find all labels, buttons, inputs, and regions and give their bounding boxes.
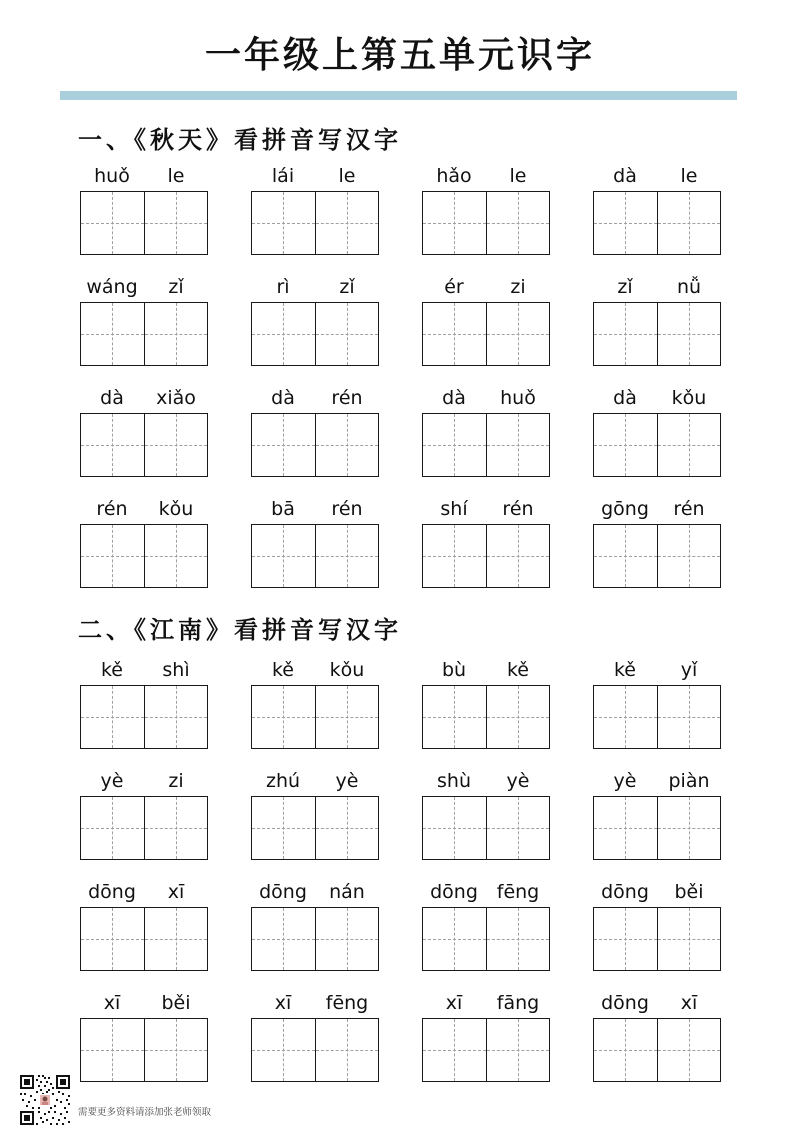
word-item (251, 272, 379, 366)
tianzige-box (657, 414, 721, 476)
tianzige-pair (80, 1018, 208, 1082)
guide-line-horizontal (252, 223, 315, 224)
pinyin-syllable: dà (613, 387, 637, 409)
guide-line-horizontal (145, 717, 208, 718)
pinyin-syllable: le (338, 165, 356, 187)
tianzige-box (594, 686, 657, 748)
tianzige-box (657, 797, 721, 859)
guide-line-horizontal (316, 939, 379, 940)
pinyin-syllable: dà (271, 387, 295, 409)
tianzige-pair (593, 302, 721, 366)
pinyin-syllable: dōng (430, 881, 478, 903)
pinyin-row (251, 161, 379, 191)
pinyin-syllable: yè (613, 770, 637, 792)
pinyin-row (80, 272, 208, 302)
word-item (593, 494, 721, 588)
tianzige-box (144, 525, 208, 587)
word-item (593, 383, 721, 477)
pinyin-row (251, 877, 379, 907)
guide-line-horizontal (658, 223, 721, 224)
guide-line-horizontal (252, 717, 315, 718)
tianzige-box (252, 908, 315, 970)
word-item (80, 766, 208, 860)
tianzige-box (423, 1019, 486, 1081)
guide-line-horizontal (316, 717, 379, 718)
tianzige-box (657, 686, 721, 748)
tianzige-box (594, 1019, 657, 1081)
pinyin-row (80, 766, 208, 796)
tianzige-box (81, 686, 144, 748)
word-item (80, 494, 208, 588)
guide-line-horizontal (252, 556, 315, 557)
pinyin-row (251, 988, 379, 1018)
guide-line-horizontal (594, 828, 657, 829)
word-item (80, 383, 208, 477)
pinyin-row (593, 655, 721, 685)
tianzige-box (423, 192, 486, 254)
guide-line-horizontal (594, 445, 657, 446)
word-item (422, 655, 550, 749)
tianzige-pair (593, 191, 721, 255)
guide-line-horizontal (487, 1050, 550, 1051)
tianzige-box (657, 303, 721, 365)
guide-line-horizontal (658, 828, 721, 829)
pinyin-syllable: zi (510, 276, 526, 298)
tianzige-box (315, 303, 379, 365)
tianzige-box (486, 192, 550, 254)
pinyin-syllable: kě (271, 659, 294, 681)
pinyin-syllable: nán (329, 881, 365, 903)
guide-line-horizontal (316, 828, 379, 829)
pinyin-syllable: shì (162, 659, 190, 681)
guide-line-horizontal (423, 828, 486, 829)
guide-line-horizontal (145, 1050, 208, 1051)
word-item (422, 766, 550, 860)
pinyin-syllable: le (167, 165, 185, 187)
word-item (593, 877, 721, 971)
pinyin-row (251, 766, 379, 796)
pinyin-row (422, 988, 550, 1018)
page-title: 一年级上第五单元识字 (204, 34, 595, 76)
word-item (80, 655, 208, 749)
pinyin-syllable: bù (441, 659, 467, 681)
tianzige-box (657, 1019, 721, 1081)
pinyin-syllable: zi (168, 770, 184, 792)
guide-line-horizontal (487, 717, 550, 718)
pinyin-syllable: wáng (86, 276, 138, 298)
tianzige-box (423, 414, 486, 476)
pinyin-syllable: xī (274, 992, 292, 1014)
pinyin-syllable: yè (506, 770, 530, 792)
tianzige-pair (251, 413, 379, 477)
pinyin-row (593, 383, 721, 413)
pinyin-syllable: shí (440, 498, 468, 520)
guide-line-horizontal (81, 223, 144, 224)
pinyin-syllable: rén (673, 498, 705, 520)
tianzige-box (252, 1019, 315, 1081)
pinyin-row (80, 988, 208, 1018)
guide-line-horizontal (316, 223, 379, 224)
pinyin-syllable: rén (96, 498, 128, 520)
tianzige-pair (593, 413, 721, 477)
word-item (422, 161, 550, 255)
pinyin-syllable: dà (442, 387, 466, 409)
pinyin-syllable: kě (100, 659, 123, 681)
guide-line-horizontal (252, 334, 315, 335)
guide-line-horizontal (487, 445, 550, 446)
tianzige-pair (80, 524, 208, 588)
guide-line-horizontal (145, 556, 208, 557)
pinyin-row (593, 161, 721, 191)
pinyin-syllable: xiǎo (156, 387, 196, 409)
guide-line-horizontal (145, 223, 208, 224)
guide-line-horizontal (594, 1050, 657, 1051)
word-item (422, 272, 550, 366)
pinyin-row (80, 494, 208, 524)
pinyin-syllable: kě (613, 659, 636, 681)
pinyin-syllable: le (509, 165, 527, 187)
tianzige-box (315, 192, 379, 254)
tianzige-pair (251, 524, 379, 588)
pinyin-syllable: fēng (325, 992, 369, 1014)
tianzige-pair (251, 907, 379, 971)
guide-line-horizontal (423, 556, 486, 557)
pinyin-syllable: kǒu (158, 498, 194, 520)
tianzige-box (486, 797, 550, 859)
guide-line-horizontal (594, 223, 657, 224)
pinyin-syllable: dà (100, 387, 124, 409)
tianzige-pair (422, 413, 550, 477)
tianzige-box (594, 192, 657, 254)
guide-line-horizontal (487, 556, 550, 557)
tianzige-box (486, 908, 550, 970)
pinyin-row (593, 766, 721, 796)
tianzige-box (315, 908, 379, 970)
section-heading-autumn: 一、《秋天》看拼音写汉字 (78, 125, 402, 154)
pinyin-syllable: zǐ (339, 276, 355, 298)
guide-line-horizontal (81, 556, 144, 557)
pinyin-row (251, 655, 379, 685)
word-item (593, 766, 721, 860)
tianzige-box (81, 797, 144, 859)
tianzige-box (252, 686, 315, 748)
guide-line-horizontal (594, 556, 657, 557)
pinyin-syllable: běi (674, 881, 704, 903)
guide-line-horizontal (252, 445, 315, 446)
pinyin-row (80, 383, 208, 413)
pinyin-syllable: zǐ (168, 276, 184, 298)
pinyin-syllable: yǐ (680, 659, 698, 681)
pinyin-syllable: dà (613, 165, 637, 187)
word-item (251, 766, 379, 860)
pinyin-syllable: xī (167, 881, 185, 903)
guide-line-horizontal (658, 556, 721, 557)
pinyin-syllable: piàn (668, 770, 710, 792)
guide-line-horizontal (252, 828, 315, 829)
tianzige-box (594, 303, 657, 365)
pinyin-row (593, 272, 721, 302)
guide-line-horizontal (81, 828, 144, 829)
pinyin-syllable: kǒu (329, 659, 365, 681)
guide-line-horizontal (423, 445, 486, 446)
pinyin-row (593, 877, 721, 907)
tianzige-box (144, 908, 208, 970)
tianzige-pair (251, 302, 379, 366)
pinyin-syllable: fāng (496, 992, 540, 1014)
guide-line-horizontal (423, 223, 486, 224)
tianzige-pair (251, 191, 379, 255)
guide-line-horizontal (487, 334, 550, 335)
word-item (593, 272, 721, 366)
tianzige-box (486, 414, 550, 476)
tianzige-box (594, 797, 657, 859)
tianzige-box (81, 303, 144, 365)
pinyin-syllable: zhú (265, 770, 301, 792)
pinyin-row (422, 272, 550, 302)
pinyin-syllable: zǐ (617, 276, 633, 298)
guide-line-horizontal (658, 445, 721, 446)
pinyin-row (80, 877, 208, 907)
tianzige-box (315, 414, 379, 476)
pinyin-syllable: dōng (601, 881, 649, 903)
guide-line-horizontal (316, 445, 379, 446)
tianzige-pair (251, 685, 379, 749)
pinyin-syllable: bā (271, 498, 295, 520)
tianzige-pair (251, 796, 379, 860)
pinyin-row (422, 877, 550, 907)
pinyin-row (80, 655, 208, 685)
word-item (251, 494, 379, 588)
tianzige-box (657, 908, 721, 970)
qr-code (20, 1075, 70, 1125)
guide-line-horizontal (594, 939, 657, 940)
tianzige-box (144, 192, 208, 254)
guide-line-horizontal (145, 445, 208, 446)
pinyin-row (80, 161, 208, 191)
tianzige-pair (80, 302, 208, 366)
guide-line-horizontal (316, 1050, 379, 1051)
word-item (422, 383, 550, 477)
word-item (80, 877, 208, 971)
tianzige-pair (422, 907, 550, 971)
tianzige-pair (251, 1018, 379, 1082)
guide-line-horizontal (316, 556, 379, 557)
pinyin-syllable: xī (103, 992, 121, 1014)
word-item (80, 161, 208, 255)
pinyin-syllable: nǚ (676, 276, 702, 298)
tianzige-box (486, 303, 550, 365)
tianzige-box (594, 414, 657, 476)
section-heading-jiangnan: 二、《江南》看拼音写汉字 (78, 615, 402, 644)
word-item (251, 988, 379, 1082)
pinyin-row (422, 494, 550, 524)
pinyin-syllable: le (680, 165, 698, 187)
tianzige-box (423, 525, 486, 587)
guide-line-horizontal (594, 334, 657, 335)
tianzige-pair (593, 685, 721, 749)
tianzige-box (144, 303, 208, 365)
tianzige-pair (80, 685, 208, 749)
word-item (593, 161, 721, 255)
tianzige-box (252, 192, 315, 254)
tianzige-box (486, 1019, 550, 1081)
guide-line-horizontal (487, 223, 550, 224)
tianzige-box (315, 1019, 379, 1081)
guide-line-horizontal (81, 717, 144, 718)
title-underline-bar (60, 91, 737, 100)
word-item (80, 272, 208, 366)
pinyin-row (422, 161, 550, 191)
tianzige-box (423, 908, 486, 970)
pinyin-syllable: yè (335, 770, 359, 792)
pinyin-syllable: rén (331, 387, 363, 409)
pinyin-syllable: rén (502, 498, 534, 520)
pinyin-syllable: gōng (601, 498, 649, 520)
tianzige-box (657, 192, 721, 254)
guide-line-horizontal (81, 1050, 144, 1051)
pinyin-syllable: dōng (601, 992, 649, 1014)
pinyin-syllable: rén (331, 498, 363, 520)
guide-line-horizontal (658, 939, 721, 940)
word-item (422, 877, 550, 971)
pinyin-syllable: ér (444, 276, 464, 298)
tianzige-pair (80, 191, 208, 255)
pinyin-syllable: xī (445, 992, 463, 1014)
guide-line-horizontal (487, 828, 550, 829)
word-item (80, 988, 208, 1082)
tianzige-pair (422, 796, 550, 860)
word-item (593, 655, 721, 749)
guide-line-horizontal (594, 717, 657, 718)
word-grid-jiangnan (80, 655, 721, 1082)
tianzige-box (252, 303, 315, 365)
word-item (251, 161, 379, 255)
word-item (251, 877, 379, 971)
tianzige-pair (422, 1018, 550, 1082)
tianzige-box (144, 1019, 208, 1081)
pinyin-syllable: kǒu (671, 387, 707, 409)
tianzige-box (315, 797, 379, 859)
tianzige-pair (422, 302, 550, 366)
pinyin-syllable: shù (437, 770, 471, 792)
tianzige-box (423, 797, 486, 859)
tianzige-box (144, 414, 208, 476)
word-grid-autumn (80, 161, 721, 588)
tianzige-pair (593, 907, 721, 971)
tianzige-box (423, 303, 486, 365)
tianzige-pair (593, 796, 721, 860)
tianzige-box (81, 1019, 144, 1081)
tianzige-box (144, 797, 208, 859)
guide-line-horizontal (252, 1050, 315, 1051)
pinyin-row (593, 988, 721, 1018)
word-item (593, 988, 721, 1082)
guide-line-horizontal (81, 445, 144, 446)
word-item (251, 655, 379, 749)
guide-line-horizontal (487, 939, 550, 940)
pinyin-row (251, 494, 379, 524)
guide-line-horizontal (145, 828, 208, 829)
word-item (251, 383, 379, 477)
guide-line-horizontal (145, 334, 208, 335)
pinyin-syllable: xī (680, 992, 698, 1014)
tianzige-box (252, 414, 315, 476)
tianzige-pair (422, 685, 550, 749)
pinyin-syllable: kě (506, 659, 529, 681)
tianzige-box (81, 525, 144, 587)
tianzige-box (144, 686, 208, 748)
guide-line-horizontal (423, 1050, 486, 1051)
guide-line-horizontal (658, 1050, 721, 1051)
tianzige-pair (422, 524, 550, 588)
guide-line-horizontal (81, 334, 144, 335)
tianzige-box (486, 686, 550, 748)
tianzige-pair (422, 191, 550, 255)
guide-line-horizontal (423, 939, 486, 940)
pinyin-row (422, 655, 550, 685)
pinyin-syllable: lái (271, 165, 295, 187)
tianzige-box (486, 525, 550, 587)
tianzige-box (81, 908, 144, 970)
pinyin-syllable: fēng (496, 881, 540, 903)
pinyin-syllable: dōng (88, 881, 136, 903)
pinyin-row (251, 272, 379, 302)
footer-note: 需要更多资料请添加张老师领取 (78, 1107, 212, 1118)
tianzige-pair (593, 1018, 721, 1082)
tianzige-box (594, 908, 657, 970)
guide-line-horizontal (423, 717, 486, 718)
pinyin-syllable: huǒ (94, 165, 130, 187)
tianzige-box (315, 686, 379, 748)
tianzige-pair (593, 524, 721, 588)
pinyin-row (422, 383, 550, 413)
tianzige-pair (80, 796, 208, 860)
tianzige-pair (80, 907, 208, 971)
pinyin-syllable: dōng (259, 881, 307, 903)
tianzige-box (315, 525, 379, 587)
tianzige-box (81, 414, 144, 476)
word-item (422, 494, 550, 588)
guide-line-horizontal (658, 717, 721, 718)
guide-line-horizontal (658, 334, 721, 335)
pinyin-syllable: rì (276, 276, 290, 298)
pinyin-syllable: hǎo (436, 165, 472, 187)
pinyin-row (251, 383, 379, 413)
pinyin-row (422, 766, 550, 796)
tianzige-box (81, 192, 144, 254)
pinyin-row (593, 494, 721, 524)
guide-line-horizontal (252, 939, 315, 940)
pinyin-syllable: běi (161, 992, 191, 1014)
guide-line-horizontal (145, 939, 208, 940)
tianzige-box (657, 525, 721, 587)
tianzige-box (252, 797, 315, 859)
tianzige-box (252, 525, 315, 587)
word-item (422, 988, 550, 1082)
tianzige-box (423, 686, 486, 748)
guide-line-horizontal (423, 334, 486, 335)
pinyin-syllable: yè (100, 770, 124, 792)
guide-line-horizontal (316, 334, 379, 335)
tianzige-box (594, 525, 657, 587)
tianzige-pair (80, 413, 208, 477)
pinyin-syllable: huǒ (500, 387, 536, 409)
guide-line-horizontal (81, 939, 144, 940)
